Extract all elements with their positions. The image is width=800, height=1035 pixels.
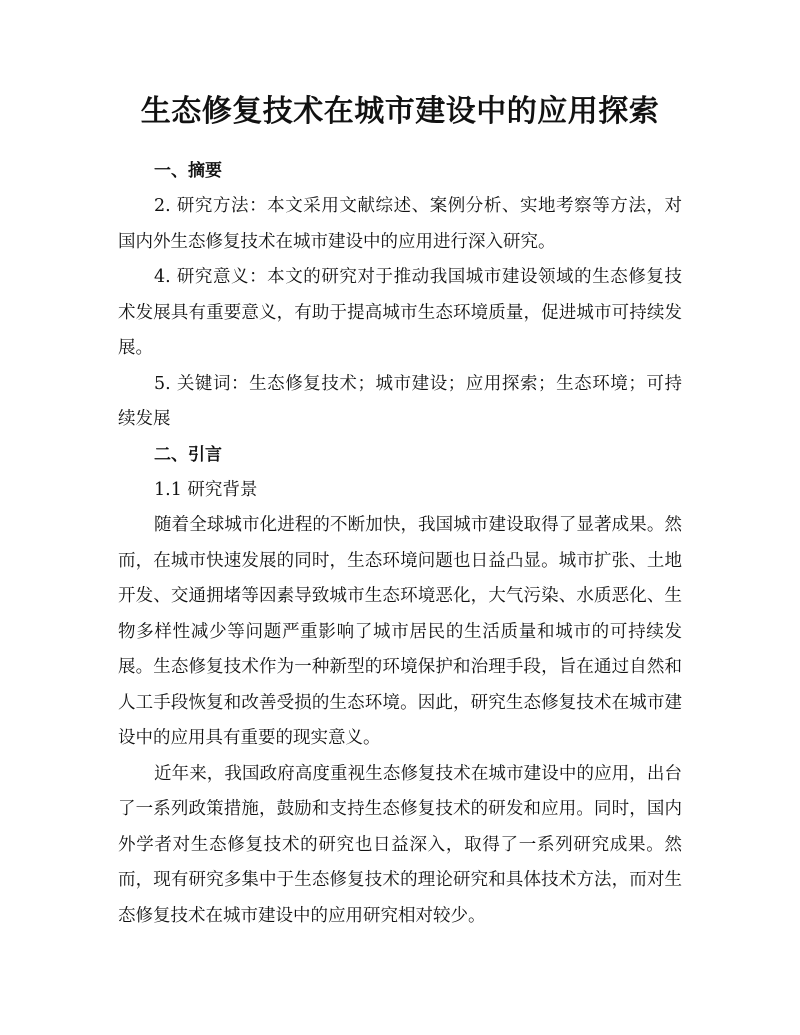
section-heading-abstract: 一、摘要 <box>154 161 222 181</box>
paragraph-background-2: 近年来，我国政府高度重视生态修复技术在城市建设中的应用，出台了一系列政策措施，鼓励和支持生态修复技术的研发和应用。同时，国内外学者对生态修复技术的研究也日益深入，取得了一系列研究成果。然而，现有研究多集中于生态修复技术的理论研究和具体技术方法，而对生态修复技术在城市建设中的应用研究相对较少。 <box>118 763 682 926</box>
paragraph-keywords: 5. 关键词：生态修复技术；城市建设；应用探索；生态环境；可持续发展 <box>118 373 682 429</box>
paragraph-research-method: 2. 研究方法：本文采用文献综述、案例分析、实地考察等方法，对国内外生态修复技术在城市建设中的应用进行深入研究。 <box>118 196 682 252</box>
subheading-research-background: 1.1 研究背景 <box>154 479 258 500</box>
document-title: 生态修复技术在城市建设中的应用探索 <box>140 94 660 129</box>
paragraph-research-significance: 4. 研究意义：本文的研究对于推动我国城市建设领域的生态修复技术发展具有重要意义，有助于提高城市生态环境质量，促进城市可持续发展。 <box>118 267 682 358</box>
section-heading-introduction: 二、引言 <box>154 444 222 465</box>
paragraph-background-1: 随着全球城市化进程的不断加快，我国城市建设取得了显著成果。然而，在城市快速发展的同时，生态环境问题也日益凸显。城市扩张、土地开发、交通拥堵等因素导致城市生态环境恶化，大气污染、水质恶化、生物多样性减少等问题严重影响了城市居民的生活质量和城市的可持续发展。生态修复技术作为一种新型的环境保护和治理手段，旨在通过自然和人工手段恢复和改善受损的生态环境。因此，研究生态修复技术在城市建设中的应用具有重要的现实意义。 <box>118 515 682 748</box>
